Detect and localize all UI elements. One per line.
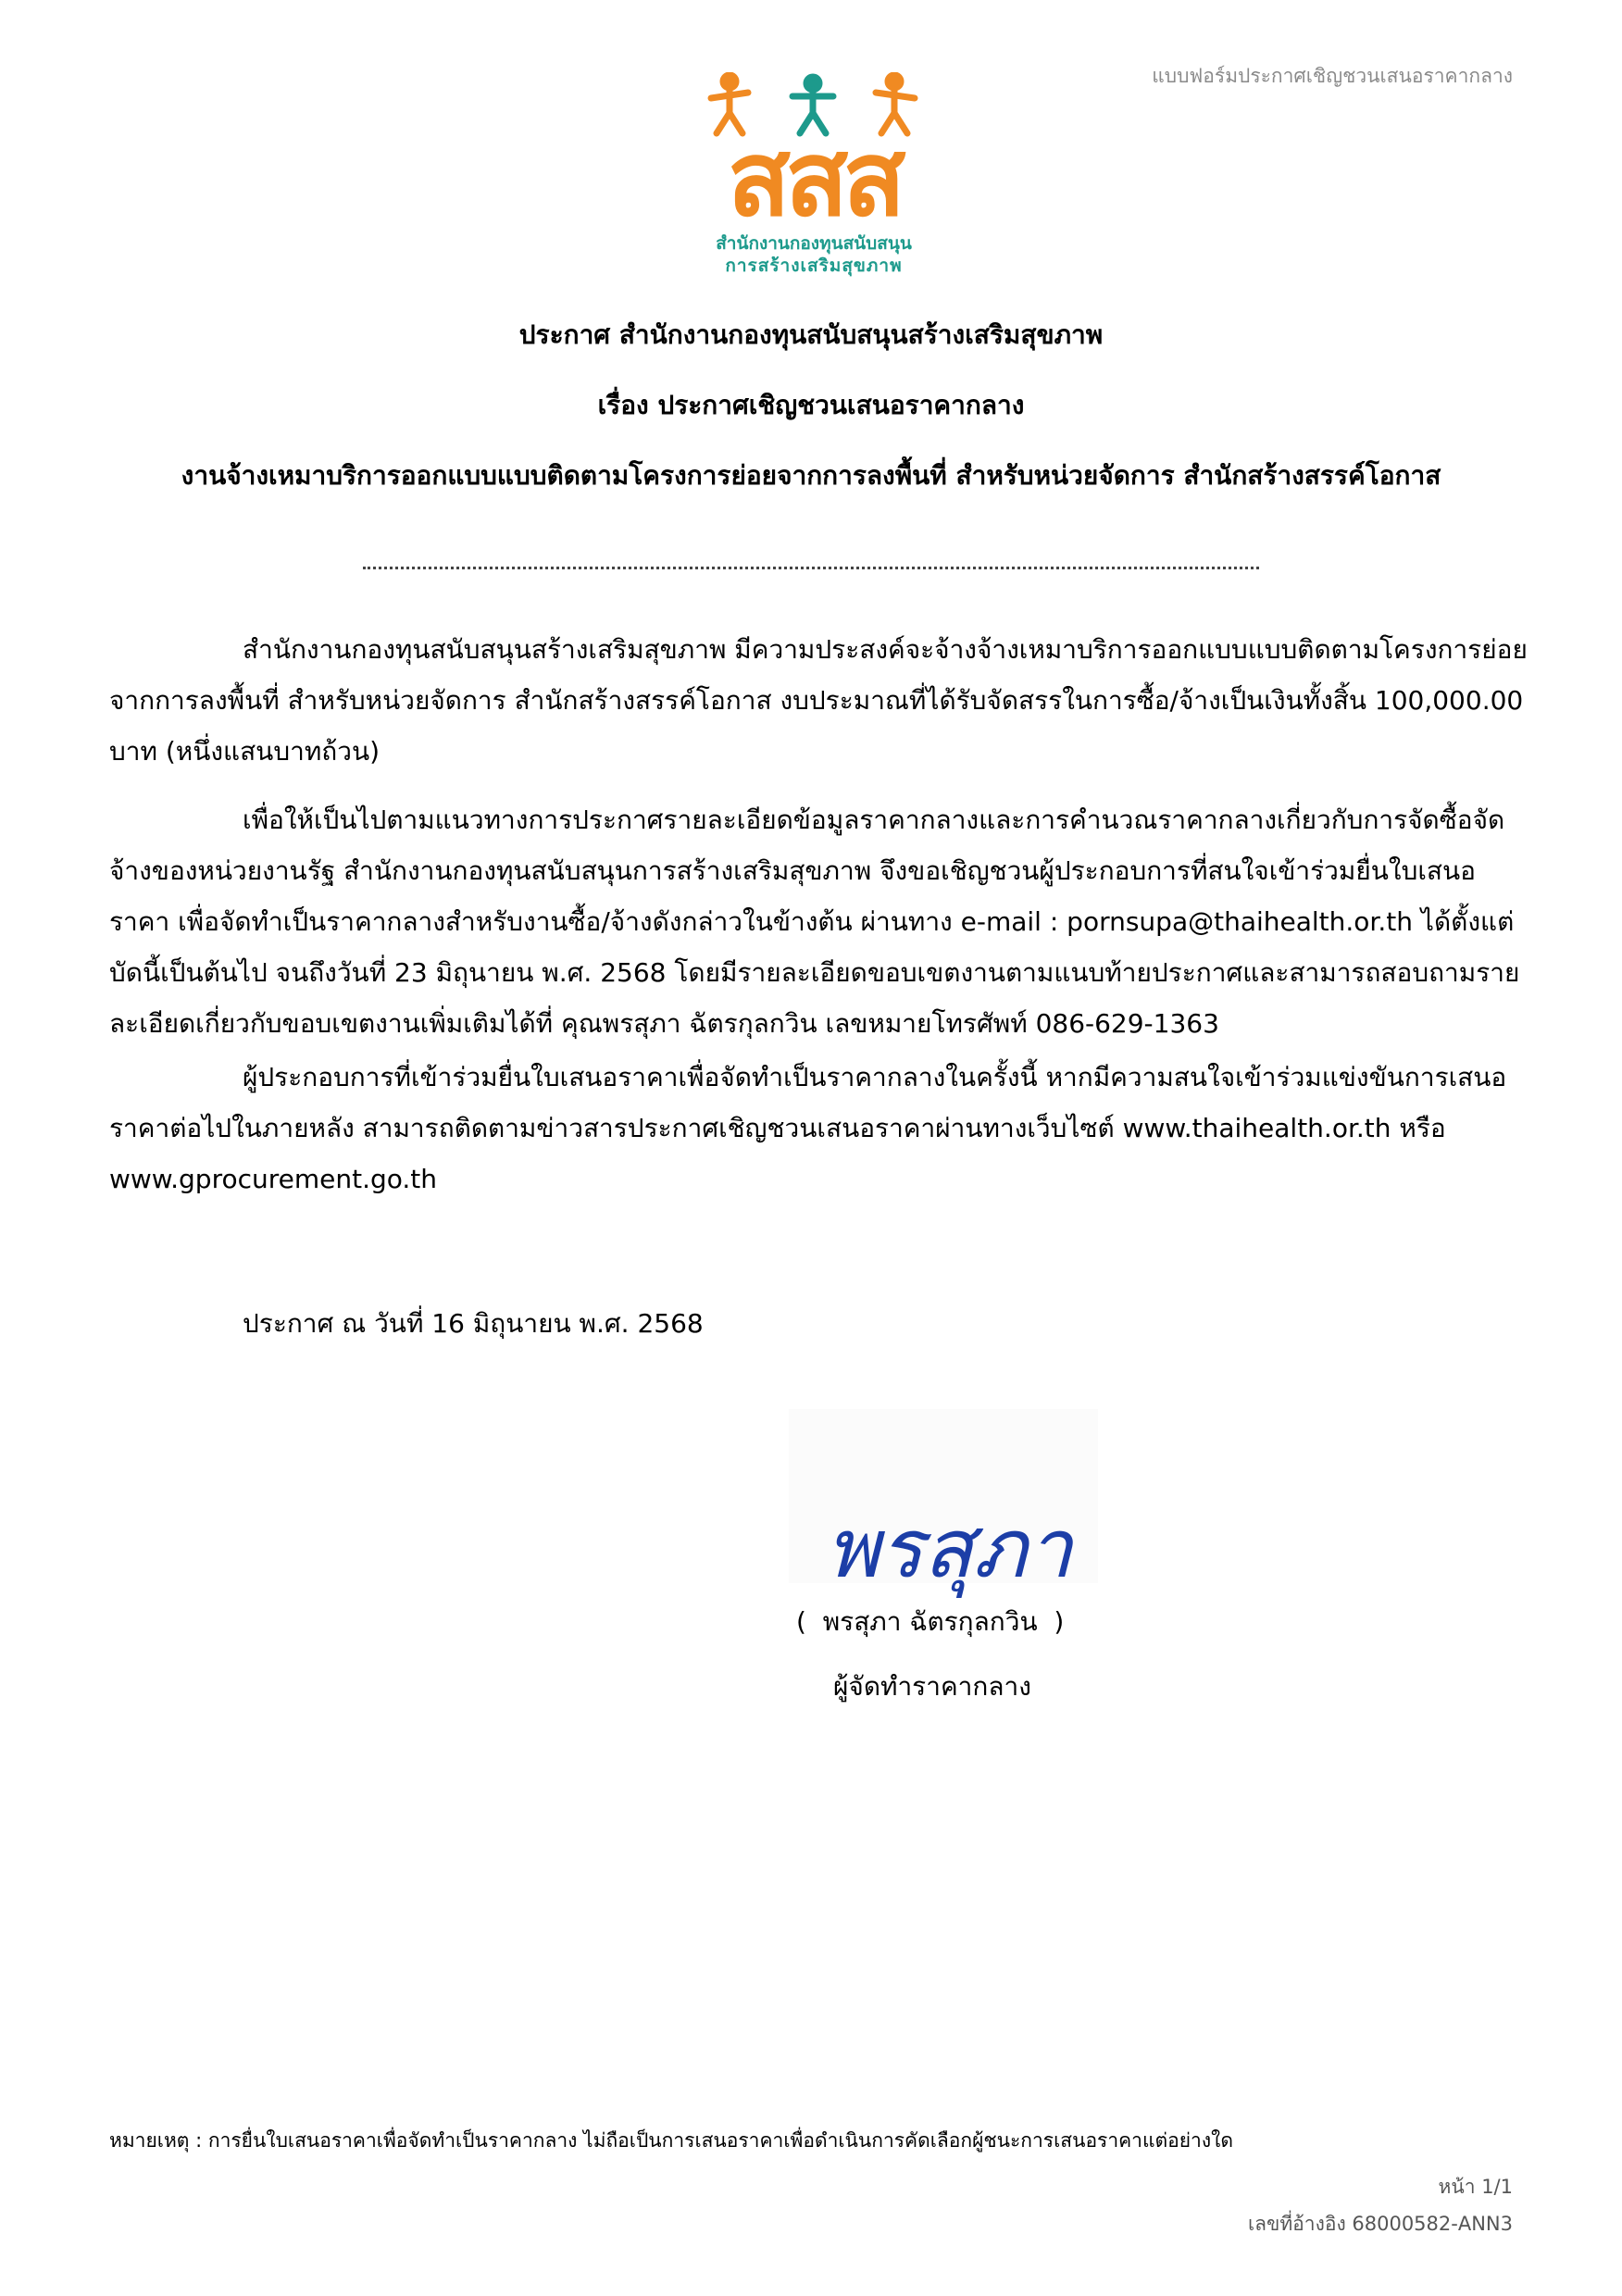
announcement-project: งานจ้างเหมาบริการออกแบบแบบติดตามโครงการย่อยจากการลงพื้นที่ สำหรับหน่วยจัดการ สำนักสร้างสรรค์โอกาส — [181, 460, 1441, 491]
logo-mark: สสส — [727, 119, 901, 240]
handwritten-signature: พรสุภา — [826, 1501, 1073, 1596]
page-number: หน้า 1/1 — [1438, 2176, 1513, 2198]
signature-image — [789, 1409, 1098, 1596]
announce-date: ประกาศ ณ วันที่ 16 มิถุนายน พ.ศ. 2568 — [243, 1308, 704, 1339]
signer-name: ( พรสุภา ฉัตรกุลกวิน ) — [796, 1606, 1065, 1637]
footer-remark: หมายเหตุ : การยื่นใบเสนอราคาเพื่อจัดทำเป็นราคากลาง ไม่ถือเป็นการเสนอราคาเพื่อดำเนินการคัดเลือกผู้ชนะการเสนอราคาแต่อย่างใด — [109, 2129, 1233, 2152]
form-label: แบบฟอร์มประกาศเชิญชวนเสนอราคากลาง — [1152, 65, 1513, 87]
reference-number: เลขที่อ้างอิง 68000582-ANN3 — [1247, 2213, 1513, 2235]
body-paragraph-2: เพื่อให้เป็นไปตามแนวทางการประกาศรายละเอียดข้อมูลราคากลางและการคำนวณราคากลางเกี่ยวกับการจัดซื้อจัดจ้างของหน่วยงานรัฐ สำนักงานกองทุนสนับสนุนการสร้างเสริมสุขภาพ จึงขอเชิญชวนผู้ประกอบการที่สนใจเข้าร่วมยื่นใบเสนอราคา เพื่อจัดทำเป็นราคากลางสำหรับงานซื้อ/จ้างดังกล่าวในข้างต้น ผ่านทาง e-mail : pornsupa@thaihealth.or.th ได้ตั้งแต่บัดนี้เป็นต้นไป จนถึงวันที่ 23 มิถุนายน พ.ศ. 2568 โดยมีรายละเอียดขอบเขตงานตามแนบท้ายประกาศและสามารถสอบถามรายละเอียดเกี่ยวกับขอบเขตงานเพิ่มเติมได้ที่ คุณพรสุภา ฉัตรกุลกวิน เลขหมายโทรศัพท์ 086-629-1363 — [109, 805, 1520, 1039]
thaihealth-logo — [696, 72, 931, 281]
announcement-subject: เรื่อง ประกาศเชิญชวนเสนอราคากลาง — [597, 390, 1025, 420]
announcement-title: ประกาศ สำนักงานกองทุนสนับสนุนสร้างเสริมสุขภาพ — [518, 319, 1104, 350]
dotted-divider — [363, 567, 1259, 569]
body-paragraph-1: สำนักงานกองทุนสนับสนุนสร้างเสริมสุขภาพ มีความประสงค์จะจ้างจ้างเหมาบริการออกแบบแบบติดตามโครงการย่อยจากการลงพื้นที่ สำหรับหน่วยจัดการ สำนักสร้างสรรค์โอกาส งบประมาณที่ได้รับจัดสรรในการซื้อ/จ้างเป็นเงินทั้งสิ้น 100,000.00 บาท (หนึ่งแสนบาทถ้วน) — [109, 634, 1528, 767]
body-paragraph-3: ผู้ประกอบการที่เข้าร่วมยื่นใบเสนอราคาเพื่อจัดทำเป็นราคากลางในครั้งนี้ หากมีความสนใจเข้าร่วมแข่งขันการเสนอราคาต่อไปในภายหลัง สามารถติดตามข่าวสารประกาศเชิญชวนเสนอราคาผ่านทางเว็บไซต์ www.thaihealth.or.th หรือ www.gprocurement.go.th — [109, 1062, 1507, 1194]
logo-subtitle-line2: การสร้างเสริมสุขภาพ — [725, 256, 903, 276]
signer-role: ผู้จัดทำราคากลาง — [833, 1671, 1031, 1702]
logo-subtitle-line1: สำนักงานกองทุนสนับสนุน — [716, 233, 912, 254]
